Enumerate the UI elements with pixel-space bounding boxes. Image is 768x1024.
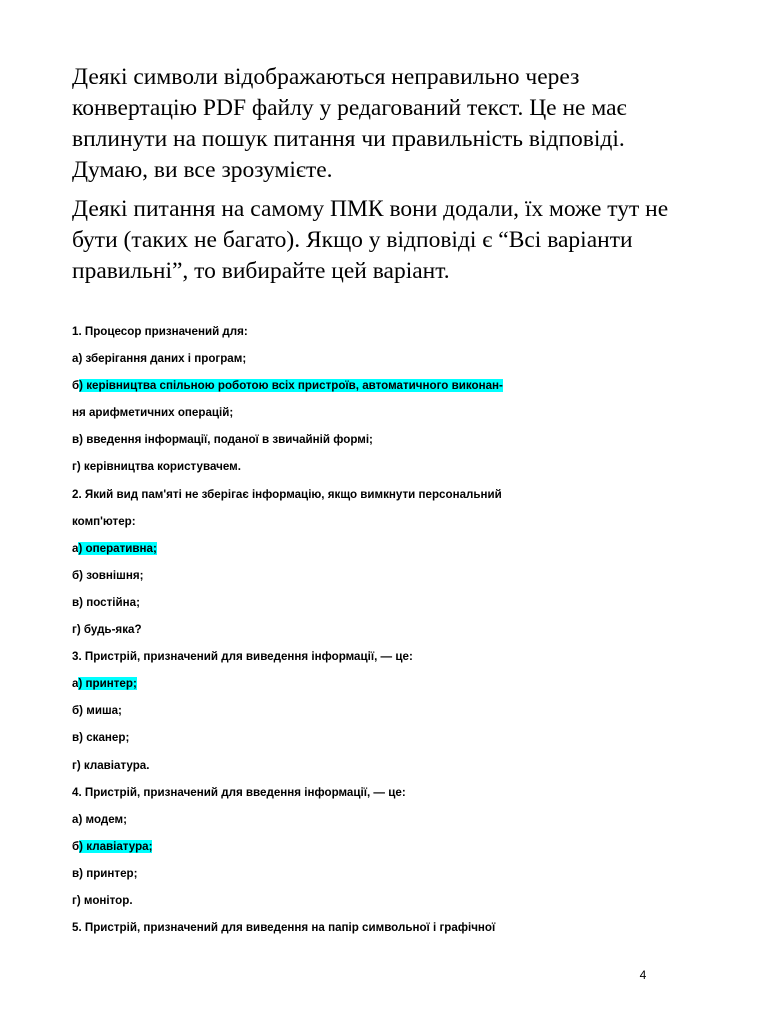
question-4-option-b (72, 833, 712, 860)
question-3-correct-answer-highlight: ) принтер; (78, 677, 137, 691)
question-3-title: 3. Пристрій, призначений для виведення інформації, — це: (72, 650, 413, 664)
question-1-option-d: г) керівництва користувачем. (72, 460, 241, 474)
question-2-correct-answer-highlight: ) оперативна; (78, 541, 157, 555)
question-1-option-b-continuation: ня арифметичних операцій; (72, 406, 234, 420)
question-3-option-b: б) миша; (72, 704, 122, 718)
intro-paragraph-1: Деякі символи відображаються неправильно через конвертацію PDF файлу у редагований текст. Це не має вплинути на пошук питання чи правильність відповіді. Думаю, ви все зрозумієте. (72, 64, 627, 183)
question-5-title: 5. Пристрій, призначений для виведення на папір символьної і графічної (72, 921, 496, 935)
question-4-correct-answer-highlight: ) клавіатура; (79, 839, 153, 853)
question-1-option-b-letter: б (72, 379, 80, 393)
question-4-option-d: г) монітор. (72, 893, 133, 907)
question-2-option-b: б) зовнішня; (72, 568, 144, 582)
question-3-option-c: в) сканер; (72, 731, 130, 745)
question-2-title: 2. Який вид пам'яті не зберігає інформацію, якщо вимкнути персональний (72, 487, 502, 501)
question-2-option-d: г) будь-яка? (72, 623, 142, 637)
question-1-title: 1. Процесор призначений для: (72, 325, 248, 338)
intro-paragraph-2: Деякі питання на самому ПМК вони додали, їх може тут не бути (таких не багато). Якщо у відповіді є “Всі варіанти правильні”, то вибирайте цей варіант. (72, 196, 669, 284)
question-4-option-b-letter: б (72, 839, 80, 853)
question-4-title: 4. Пристрій, призначений для введення інформації, — це: (72, 785, 406, 799)
question-4-option-a: а) модем; (72, 812, 127, 826)
question-2-option-c: в) постійна; (72, 595, 140, 609)
question-3-option-a (72, 670, 712, 697)
question-1-option-a: а) зберігання даних і програм; (72, 352, 247, 366)
question-1-correct-answer-highlight: ) керівництва спільною роботою всіх пристроїв, автоматичного виконан- (79, 379, 503, 393)
question-1-option-c: в) введення інформації, поданої в звичайній формі; (72, 433, 373, 447)
question-2-title-continuation: комп'ютер: (72, 514, 136, 528)
question-2-option-a (72, 535, 712, 562)
question-3-option-d: г) клавіатура. (72, 758, 150, 772)
question-2-option-a-letter: а (72, 541, 79, 555)
question-3-option-a-letter: а (72, 677, 79, 691)
question-list (72, 318, 712, 941)
question-1-option-b (72, 372, 712, 399)
page-number: 4 (639, 968, 647, 982)
question-4-option-c: в) принтер; (72, 866, 138, 880)
